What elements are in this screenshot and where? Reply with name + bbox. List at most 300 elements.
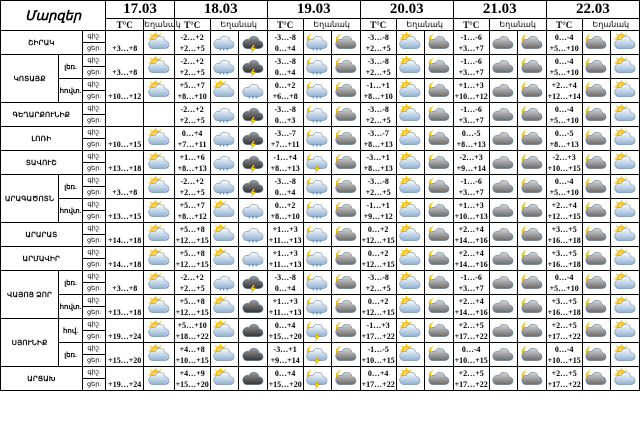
region-name: ՎԱՅՈՑ ՁՈՐ	[1, 271, 59, 319]
weather-icon-cell	[611, 247, 640, 271]
moon-storm-icon	[304, 368, 330, 389]
day-night-label: գիշ. ցեր.	[82, 367, 106, 391]
weather-icon-cell	[239, 367, 268, 391]
day-night-label: գիշ. ցեր.	[82, 31, 106, 55]
sun-cloud-icon	[146, 80, 172, 101]
date-header: 20.03	[360, 1, 453, 19]
moon-cloud-icon	[583, 320, 609, 341]
cloud-icon	[490, 272, 516, 293]
temperature-cell: 0…+2 +12…+15	[361, 248, 395, 269]
weather-icon-cell	[425, 199, 454, 223]
moon-cloud-icon	[333, 224, 359, 245]
temperature-cell: -3…-7 +8…+13	[360, 127, 396, 151]
moon-cloud-icon	[426, 296, 452, 317]
temperature-cell: +4…+9 +15…+20	[175, 368, 209, 389]
temp-col-header: T°C	[546, 19, 582, 31]
moon-cloud-icon	[333, 104, 359, 125]
weather-icon-cell	[210, 271, 239, 295]
weather-icon-cell	[582, 271, 611, 295]
weather-icon-cell	[239, 55, 268, 79]
temperature-cell: 0…+2 +12…+15	[361, 224, 395, 245]
weather-icon-cell	[396, 295, 425, 319]
weather-icon-cell	[611, 79, 640, 103]
temperature-cell: -1…-6 +3…+7	[453, 103, 489, 127]
moon-cloud-icon	[333, 200, 359, 221]
weather-icon-cell	[396, 271, 425, 295]
weather-icon-cell	[144, 223, 175, 247]
moon-cloud-icon	[519, 32, 545, 53]
cloud-icon	[490, 80, 516, 101]
sun-cloud-icon	[612, 248, 638, 269]
moon-cloud-icon	[426, 224, 452, 245]
weather-icon-cell	[611, 271, 640, 295]
temperature-cell: 0…+4 +7…+11	[174, 127, 210, 151]
weather-icon-cell	[489, 295, 518, 319]
sun-cloud-icon	[211, 248, 237, 269]
day-night-label: գիշ. ցեր.	[82, 343, 106, 367]
moon-cloud-icon	[426, 248, 452, 269]
region-name: ԱՐԱԳԱԾՈՏՆ	[1, 175, 59, 223]
temperature-cell: -1…-5 +10…+15	[361, 344, 395, 365]
sun-cloud-icon	[397, 200, 423, 221]
weather-icon-cell	[582, 319, 611, 343]
weather-icon-cell	[396, 199, 425, 223]
weather-icon-cell	[396, 343, 425, 367]
temperature-cell: +14…+18	[106, 247, 144, 271]
moon-cloud-icon	[583, 56, 609, 77]
sun-cloud-icon	[612, 104, 638, 125]
weather-icon-cell	[582, 175, 611, 199]
weather-icon-cell	[303, 319, 332, 343]
weather-icon-cell	[611, 175, 640, 199]
rain-icon	[240, 224, 266, 245]
weather-icon-cell	[144, 79, 175, 103]
sun-cloud-icon	[397, 248, 423, 269]
sun-cloud-icon	[612, 56, 638, 77]
weather-icon-cell	[303, 247, 332, 271]
temperature-cell: -2…+2 +2…+5	[174, 103, 210, 127]
weather-icon-cell	[611, 127, 640, 151]
weather-icon-cell	[332, 367, 361, 391]
sun-cloud-icon	[211, 368, 237, 389]
temperature-cell: -3…+1 +9…+14	[267, 343, 303, 367]
moon-rain-icon	[304, 224, 330, 245]
temperature-cell: -3…-8 +2…+5	[360, 271, 396, 295]
weather-icon-cell	[489, 175, 518, 199]
temperature-cell: -2…+3 +9…+14	[453, 151, 489, 175]
weather-icon-cell	[611, 151, 640, 175]
moon-rain-icon	[304, 128, 330, 149]
moon-cloud-icon	[519, 128, 545, 149]
weather-icon-cell	[611, 367, 640, 391]
sun-cloud-icon	[612, 152, 638, 173]
region-name: ԱՐՑԱԽ	[1, 367, 83, 391]
moon-cloud-icon	[426, 344, 452, 365]
rain-icon	[240, 200, 266, 221]
date-header: 17.03	[106, 1, 174, 19]
moon-cloud-icon	[333, 344, 359, 365]
cloud-icon	[490, 320, 516, 341]
moon-cloud-icon	[583, 272, 609, 293]
date-header: 18.03	[174, 1, 267, 19]
rain-icon	[211, 32, 237, 53]
weather-icon-cell	[518, 271, 547, 295]
weather-icon-cell	[518, 367, 547, 391]
rain-icon	[211, 176, 237, 197]
temperature-cell: -1…+1 +9…+12	[360, 199, 396, 223]
sun-cloud-icon	[397, 128, 423, 149]
region-name: ԿՈՏԱՅՔ	[1, 55, 59, 103]
moon-cloud-icon	[519, 224, 545, 245]
sun-cloud-icon	[612, 272, 638, 293]
table-row	[1, 55, 640, 79]
weather-col-header: Եղանակ	[582, 19, 639, 31]
region-name: ԼՈՌԻ	[1, 127, 83, 151]
table-row	[1, 199, 640, 223]
temperature-cell: 0…-5 +8…+13	[546, 127, 582, 151]
sun-cloud-icon	[397, 104, 423, 125]
day-night-label: գիշ. ցեր.	[82, 79, 106, 103]
moon-cloud-icon	[426, 152, 452, 173]
weather-icon-cell	[489, 31, 518, 55]
sun-cloud-icon	[612, 80, 638, 101]
cloud-icon	[490, 248, 516, 269]
table-row	[1, 175, 640, 199]
moon-cloud-icon	[583, 224, 609, 245]
day-night-label: գիշ. ցեր.	[82, 55, 106, 79]
temperature-cell: 0…-4 +5…+10	[546, 271, 582, 295]
weather-icon-cell	[582, 295, 611, 319]
weather-icon-cell	[489, 247, 518, 271]
sun-cloud-icon	[397, 80, 423, 101]
cloud-icon	[490, 296, 516, 317]
weather-icon-cell	[425, 319, 454, 343]
weather-icon-cell	[144, 199, 175, 223]
temp-col-header: T°C	[106, 19, 144, 31]
temperature-cell: -1…+1 +8…+10	[360, 79, 396, 103]
weather-icon-cell	[582, 367, 611, 391]
temperature-cell: 0…-4 +10…+15	[454, 344, 488, 365]
moon-cloud-icon	[583, 344, 609, 365]
weather-icon-cell	[518, 319, 547, 343]
day-night-label: գիշ. ցեր.	[82, 103, 106, 127]
temperature-cell: +2…+5 +17…+22	[547, 320, 581, 341]
weather-icon-cell	[144, 319, 175, 343]
temperature-cell: -3…+1 +8…+13	[360, 151, 396, 175]
weather-icon-cell	[144, 343, 175, 367]
weather-icon-cell	[425, 55, 454, 79]
sun-cloud-icon	[146, 32, 172, 53]
sun-cloud-icon	[612, 176, 638, 197]
moon-cloud-icon	[426, 272, 452, 293]
weather-icon-cell	[518, 295, 547, 319]
weather-icon-cell	[489, 127, 518, 151]
weather-icon-cell	[210, 31, 239, 55]
weather-icon-cell	[582, 103, 611, 127]
weather-icon-cell	[239, 151, 268, 175]
temperature-cell: +2…+4 +14…+16	[454, 296, 488, 317]
temperature-cell: 0…+4 +15…+20	[268, 320, 302, 341]
zone-label: լեռ.	[59, 271, 83, 295]
temperature-cell: +2…+4 +14…+16	[454, 224, 488, 245]
temperature-cell	[106, 103, 144, 127]
cloud-storm-icon	[240, 128, 266, 149]
weather-col-header: Եղանակ	[144, 20, 181, 29]
sun-cloud-icon	[397, 176, 423, 197]
weather-icon-cell	[582, 223, 611, 247]
temperature-cell: -1…-6 +3…+7	[453, 55, 489, 79]
temp-col-header: T°C	[360, 19, 396, 31]
weather-icon-cell	[425, 79, 454, 103]
weather-icon-cell	[303, 271, 332, 295]
zone-label: հովտ.	[59, 79, 83, 103]
day-night-label: գիշ. ցեր.	[82, 247, 106, 271]
weather-icon-cell	[518, 247, 547, 271]
table-row	[1, 103, 640, 127]
temperature-cell: +13…+18	[106, 295, 144, 319]
moon-rain-icon	[304, 56, 330, 77]
cloud-dark-icon	[240, 320, 266, 341]
temperature-cell: -3…-8 +2…+5	[360, 31, 396, 55]
cloud-icon	[490, 32, 516, 53]
weather-icon-cell	[582, 151, 611, 175]
weather-icon-cell	[239, 319, 268, 343]
rain-icon	[211, 56, 237, 77]
rain-icon	[240, 248, 266, 269]
temperature-cell: -3…-8 0…+4	[267, 55, 303, 79]
sun-cloud-icon	[397, 344, 423, 365]
weather-icon-cell	[518, 79, 547, 103]
sun-cloud-icon	[612, 224, 638, 245]
weather-icon-cell	[303, 343, 332, 367]
date-header: 22.03	[546, 1, 639, 19]
weather-icon-cell	[518, 223, 547, 247]
weather-icon-cell	[332, 31, 361, 55]
weather-icon-cell	[396, 55, 425, 79]
temperature-cell: +3…+5 +16…+18	[547, 248, 581, 269]
weather-icon-cell	[144, 295, 175, 319]
zone-label: հով.	[59, 319, 83, 343]
moon-rain-icon	[304, 80, 330, 101]
moon-rain-icon	[304, 104, 330, 125]
weather-icon-cell	[582, 343, 611, 367]
moon-cloud-icon	[333, 80, 359, 101]
moon-cloud-icon	[583, 32, 609, 53]
temperature-cell: +2…+5 +17…+22	[547, 368, 581, 389]
cloud-storm-icon	[240, 104, 266, 125]
moon-rain-icon	[304, 176, 330, 197]
temp-col-header: T°C	[453, 19, 489, 31]
cloud-icon	[490, 104, 516, 125]
table-row	[1, 271, 640, 295]
weather-icon-cell	[210, 199, 239, 223]
sun-cloud-icon	[146, 296, 172, 317]
moon-cloud-icon	[333, 320, 359, 341]
temperature-cell: 0…-4 +5…+10	[546, 175, 582, 199]
weather-icon-cell	[239, 79, 268, 103]
moon-cloud-icon	[583, 200, 609, 221]
weather-icon-cell	[396, 103, 425, 127]
cloud-icon	[490, 152, 516, 173]
weather-icon-cell	[210, 223, 239, 247]
moon-rain-icon	[304, 296, 330, 317]
temperature-cell: 0…-5 +8…+13	[453, 127, 489, 151]
temperature-cell: +1…+3 +11…+13	[268, 296, 302, 317]
weather-icon-cell	[611, 319, 640, 343]
weather-icon-cell	[518, 199, 547, 223]
sun-cloud-icon	[397, 224, 423, 245]
weather-icon-cell	[425, 223, 454, 247]
weather-icon-cell	[332, 271, 361, 295]
temperature-cell: +19…+24	[106, 319, 144, 343]
moon-cloud-icon	[519, 152, 545, 173]
moon-cloud-icon	[519, 248, 545, 269]
weather-icon-cell	[303, 55, 332, 79]
cloud-dark-icon	[240, 296, 266, 317]
weather-icon-cell	[144, 175, 175, 199]
moon-storm-icon	[304, 344, 330, 365]
table-row	[1, 127, 640, 151]
moon-cloud-icon	[519, 56, 545, 77]
moon-cloud-icon	[583, 152, 609, 173]
temperature-cell: -3…-8 +2…+5	[360, 55, 396, 79]
day-night-label: գիշ. ցեր.	[82, 175, 106, 199]
weather-icon-cell	[303, 79, 332, 103]
weather-icon-cell	[582, 31, 611, 55]
sun-cloud-icon	[211, 296, 237, 317]
sun-cloud-icon	[146, 56, 172, 77]
cloud-dark-icon	[240, 344, 266, 365]
temperature-cell: +3…+8	[106, 271, 144, 295]
moon-cloud-icon	[583, 176, 609, 197]
moon-cloud-icon	[426, 368, 452, 389]
cloud-icon	[490, 344, 516, 365]
sun-cloud-icon	[211, 80, 237, 101]
weather-col-header: Եղանակ	[489, 19, 546, 31]
weather-icon-cell	[396, 247, 425, 271]
weather-icon-cell	[332, 127, 361, 151]
region-header: Մարզեր	[1, 1, 106, 31]
weather-icon-cell	[303, 151, 332, 175]
temp-col-header: T°C	[174, 19, 210, 31]
weather-icon-cell	[332, 103, 361, 127]
rain-icon	[211, 272, 237, 293]
weather-icon-cell	[332, 223, 361, 247]
temperature-cell: -1…-6 +3…+7	[453, 271, 489, 295]
weather-icon-cell	[210, 79, 239, 103]
weather-icon-cell	[210, 295, 239, 319]
temperature-cell: +4…+8 +10…+15	[175, 344, 209, 365]
cloud-storm-icon	[240, 152, 266, 173]
temperature-cell: +1…+3 +10…+13	[454, 200, 488, 221]
temperature-cell: +1…+6 +8…+13	[174, 151, 210, 175]
weather-icon-cell	[396, 127, 425, 151]
temperature-cell: +3…+5 +16…+18	[547, 296, 581, 317]
temperature-cell: -3…-8 0…+4	[267, 271, 303, 295]
moon-cloud-icon	[583, 80, 609, 101]
cloud-icon	[490, 56, 516, 77]
weather-icon-cell	[489, 79, 518, 103]
moon-rain-icon	[304, 200, 330, 221]
weather-icon-cell	[332, 79, 361, 103]
weather-icon-cell	[582, 247, 611, 271]
weather-icon-cell	[332, 199, 361, 223]
moon-cloud-icon	[333, 296, 359, 317]
temperature-cell: -2…+3 +10…+15	[547, 152, 581, 173]
weather-icon-cell	[396, 223, 425, 247]
weather-icon-cell	[425, 151, 454, 175]
cloud-icon	[490, 224, 516, 245]
temperature-cell: +10…+15	[106, 127, 144, 151]
weather-icon-cell	[144, 55, 175, 79]
cloud-icon	[490, 200, 516, 221]
temperature-cell: +5…+8 +12…+15	[175, 296, 209, 317]
table-row	[1, 343, 640, 367]
weather-icon-cell	[332, 151, 361, 175]
rain-icon	[211, 128, 237, 149]
moon-cloud-icon	[333, 128, 359, 149]
temperature-cell: +2…+4 +14…+16	[454, 248, 488, 269]
weather-icon-cell	[332, 295, 361, 319]
moon-cloud-icon	[583, 248, 609, 269]
weather-icon-cell	[518, 55, 547, 79]
temperature-cell: +2…+4 +12…+14	[547, 80, 581, 101]
weather-icon-cell	[611, 31, 640, 55]
moon-cloud-icon	[519, 296, 545, 317]
sun-cloud-icon	[397, 152, 423, 173]
table-row	[1, 223, 640, 247]
temperature-cell: -1…-6 +3…+7	[453, 175, 489, 199]
moon-cloud-icon	[519, 344, 545, 365]
temp-col-header: T°C	[267, 19, 303, 31]
moon-cloud-icon	[519, 80, 545, 101]
weather-icon-cell	[210, 151, 239, 175]
temperature-cell: 0…+2 +8…+10	[267, 199, 303, 223]
weather-icon-cell	[518, 103, 547, 127]
temperature-cell: +2…+5 +17…+22	[454, 368, 488, 389]
weather-icon-cell	[489, 343, 518, 367]
weather-icon-cell	[396, 79, 425, 103]
weather-icon-cell	[396, 367, 425, 391]
cloud-storm-icon	[240, 176, 266, 197]
weather-icon-cell	[303, 223, 332, 247]
temperature-cell: +1…+3 +11…+13	[268, 248, 302, 269]
sun-cloud-icon	[612, 200, 638, 221]
cloud-storm-icon	[240, 56, 266, 77]
table-row	[1, 151, 640, 175]
sun-cloud-icon	[397, 56, 423, 77]
sun-cloud-icon	[612, 368, 638, 389]
moon-storm-icon	[304, 152, 330, 173]
weather-icon-cell	[210, 367, 239, 391]
temperature-cell: 0…-4 +5…+10	[546, 55, 582, 79]
temperature-cell: +3…+5 +16…+18	[547, 224, 581, 245]
temperature-cell: -2…+2 +2…+5	[174, 175, 210, 199]
temperature-cell: +5…+7 +8…+10	[174, 79, 210, 103]
moon-cloud-icon	[426, 80, 452, 101]
weather-icon-cell	[239, 31, 268, 55]
rain-icon	[240, 80, 266, 101]
weather-icon-cell	[210, 127, 239, 151]
weather-col-header: Եղանակ	[210, 19, 267, 31]
weather-icon-cell	[396, 151, 425, 175]
moon-cloud-icon	[333, 32, 359, 53]
zone-label: լեռ.	[59, 343, 83, 367]
day-night-label: գիշ. ցեր.	[82, 295, 106, 319]
sun-cloud-icon	[211, 200, 237, 221]
sun-cloud-icon	[397, 320, 423, 341]
moon-cloud-icon	[519, 104, 545, 125]
